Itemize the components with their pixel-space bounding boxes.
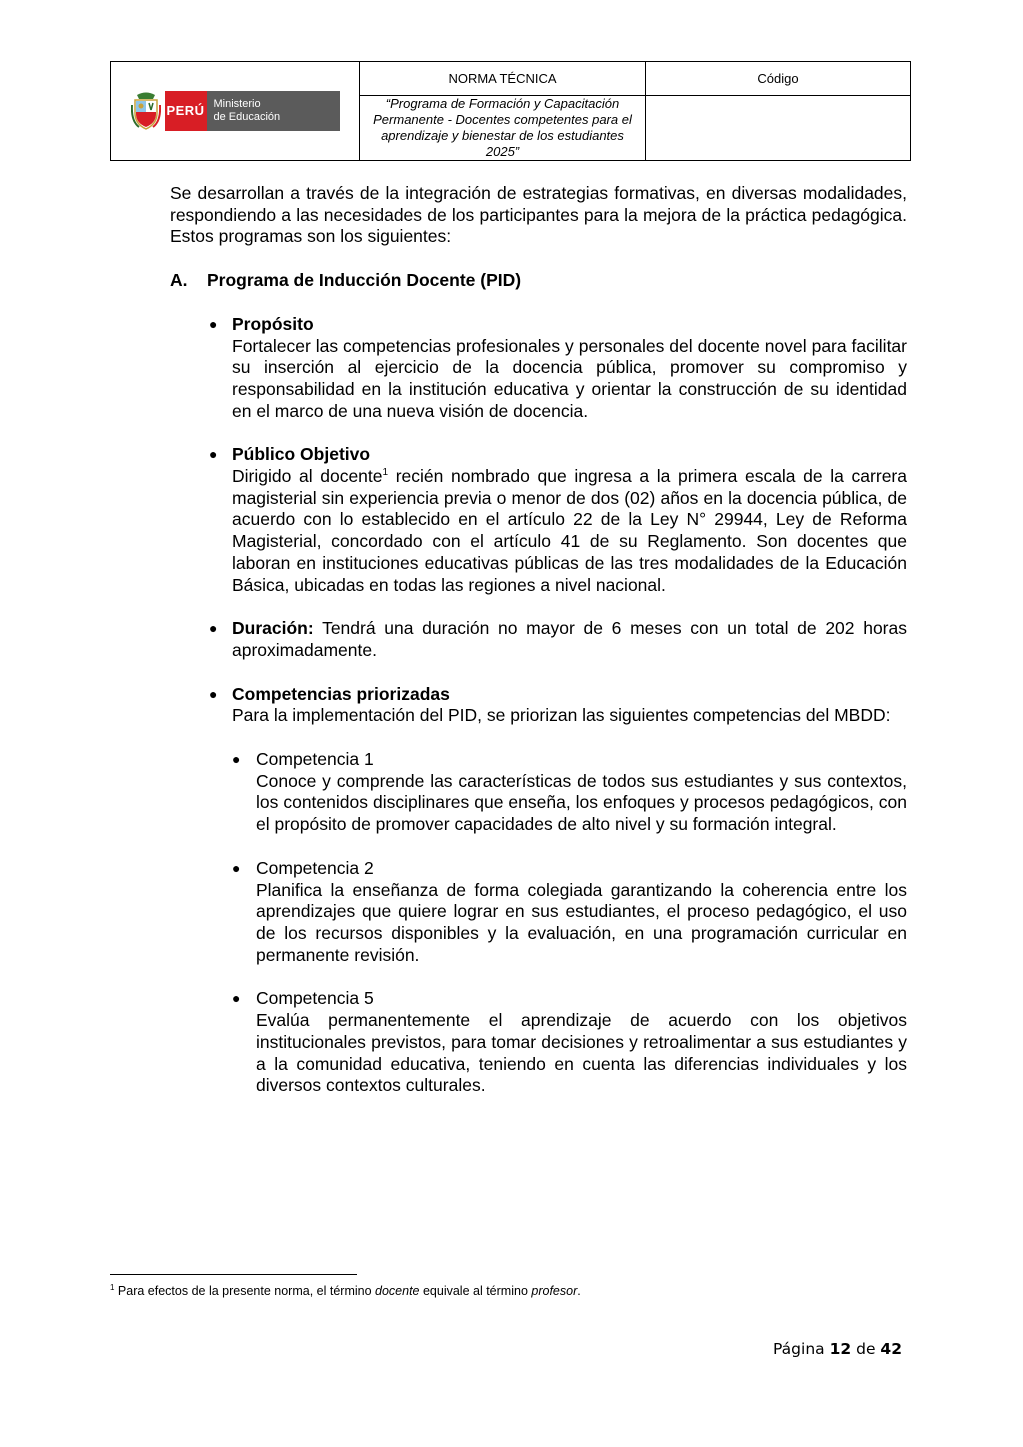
section-title: Programa de Inducción Docente (PID) bbox=[207, 270, 522, 291]
document-header bbox=[110, 61, 911, 161]
doc-title: “Programa de Formación y Capacitación Permanente - Docentes competentes para el aprendizaje y bienestar de los estudiantes 2025” bbox=[360, 96, 646, 161]
code-label: Código bbox=[646, 62, 911, 96]
section-heading bbox=[170, 270, 907, 292]
item-heading: Competencias priorizadas bbox=[232, 683, 450, 704]
competencia-item bbox=[170, 749, 907, 836]
competencia-title: Competencia 2 bbox=[256, 857, 374, 878]
footnote-number: 1 bbox=[110, 1282, 115, 1292]
bullet-icon: ● bbox=[209, 620, 218, 637]
competencia-text: Evalúa permanentemente el aprendizaje de acuerdo con los objetivos institucionales previstos, para tomar decisiones y retroalimentar a sus estudiantes y a la comunidad educativa, teniendo en cuenta las diferencias individuales y los diversos contextos culturales. bbox=[256, 1010, 907, 1096]
item-body: Tendrá una duración no mayor de 6 meses con un total de 202 horas aproximadamente. bbox=[232, 618, 907, 660]
footnote-term-profesor: profesor bbox=[531, 1284, 578, 1298]
peru-coat-of-arms-icon bbox=[131, 91, 161, 131]
bullet-icon: ● bbox=[232, 751, 241, 768]
item-heading: Propósito bbox=[232, 313, 314, 334]
item-heading: Duración: bbox=[232, 618, 314, 639]
competencia-text: Planifica la enseñanza de forma colegiada garantizando la coherencia entre los aprendizajes que quiere lograr en sus estudiantes, el proceso pedagógico, el uso de los recursos disponibles y la evaluación, en una programación curricular en permanente revisión. bbox=[256, 879, 907, 965]
footnote-separator bbox=[110, 1274, 357, 1275]
bullet-icon: ● bbox=[209, 685, 218, 702]
ministry-name bbox=[207, 91, 340, 131]
item-text: Para la implementación del PID, se priorizan las siguientes competencias del MBDD: bbox=[232, 705, 891, 726]
ministry-line-1: Ministerio bbox=[213, 98, 261, 110]
footnote-text-middle: equivale al término bbox=[419, 1284, 532, 1298]
bullet-icon: ● bbox=[232, 859, 241, 876]
bullet-icon: ● bbox=[209, 446, 218, 463]
peru-brand: PERÚ bbox=[165, 91, 207, 131]
intro-paragraph: Se desarrollan a través de la integración de estrategias formativas, en diversas modalidades, respondiendo a las necesidades de los participantes para la mejora de la práctica pedagógica. Estos programas son los siguientes: bbox=[170, 183, 907, 247]
footnote-ref[interactable]: 1 bbox=[382, 467, 389, 479]
footnote-text: Para efectos de la presente norma, el término bbox=[114, 1284, 376, 1298]
competencia-item bbox=[170, 858, 907, 967]
item-text bbox=[232, 466, 907, 596]
page-label: Página bbox=[773, 1340, 825, 1358]
logo-cell bbox=[111, 62, 360, 161]
list-item-duracion bbox=[170, 618, 907, 661]
item-text-rest: recién nombrado que ingresa a la primera escala de la carrera magisterial sin experiencia previa o menor de dos (02) años en la docencia pública, de acuerdo con lo establecido en el artículo 22 de la Ley N° 29944, Ley de Reforma Magisterial, concordado con el artículo 41 de su Reglamento. Son docentes que laboran en instituciones educativas públicas de las tres modalidades de la Educación Básica, ubicadas en todas las regiones a nivel nacional. bbox=[232, 466, 907, 595]
ministry-line-2: de Educación bbox=[213, 111, 281, 123]
competencia-title: Competencia 1 bbox=[256, 749, 374, 770]
footnote bbox=[110, 1284, 581, 1299]
doc-type: NORMA TÉCNICA bbox=[360, 62, 646, 96]
bullet-icon: ● bbox=[232, 990, 241, 1007]
competencia-text: Conoce y comprende las características de todos sus estudiantes y sus contextos, los contenidos disciplinares que enseña, los enfoques y procesos pedagógicos, con el propósito de promover capacidades de alto nivel y su formación integral. bbox=[256, 770, 907, 835]
list-item-competencias bbox=[170, 684, 907, 727]
footnote-term-docente: docente bbox=[375, 1284, 420, 1298]
competencia-item bbox=[170, 988, 907, 1097]
page-number bbox=[760, 1340, 902, 1358]
list-item-proposito bbox=[170, 314, 907, 423]
item-text-start: Dirigido al docente bbox=[232, 466, 383, 487]
minedu-logo bbox=[131, 91, 340, 131]
page-current: 12 bbox=[829, 1340, 852, 1358]
section-letter: A. bbox=[170, 270, 188, 291]
footnote-text-end: . bbox=[577, 1284, 581, 1298]
page-of: de bbox=[856, 1340, 876, 1358]
item-text: Fortalecer las competencias profesionales y personales del docente novel para facilitar su inserción al ejercicio de la docencia pública, promover su compromiso y responsabilidad en la institución educativa y orientar la construcción de su identidad en el marco de una nueva visión de docencia. bbox=[232, 335, 907, 421]
code-value bbox=[646, 96, 911, 161]
page-body bbox=[170, 183, 907, 1097]
bullet-icon: ● bbox=[209, 315, 218, 332]
item-text bbox=[232, 618, 907, 661]
page-total: 42 bbox=[880, 1340, 902, 1358]
item-heading: Público Objetivo bbox=[232, 444, 371, 465]
list-item-publico-objetivo bbox=[170, 444, 907, 596]
competencia-title: Competencia 5 bbox=[256, 988, 374, 1009]
